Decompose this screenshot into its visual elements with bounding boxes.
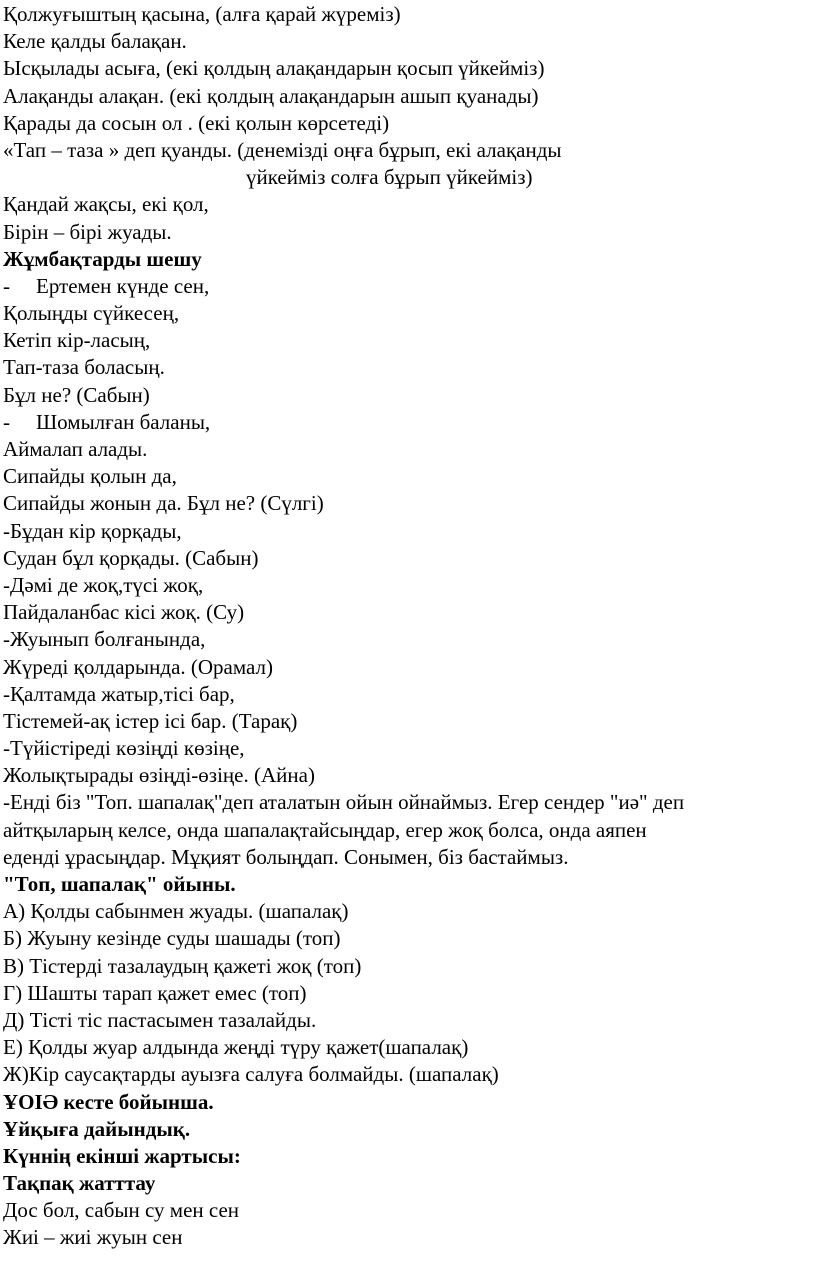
game-item: Д) Тісті тіс пастасымен тазалайды.	[3, 1007, 317, 1032]
game-intro-line: -Енді біз "Топ. шапалақ"деп аталатын ойын ойнаймыз. Егер сендер "иә" деп	[3, 790, 685, 815]
text-line: Қандай жақсы, екі қол,	[3, 192, 209, 217]
riddle-line: Қолыңды сүйкесең,	[3, 301, 180, 326]
section-heading-riddles: Жұмбақтарды шешу	[3, 246, 202, 271]
text-line: Келе қалды балақан.	[3, 29, 187, 54]
section-heading-afternoon: Күннің екінші жартысы:	[3, 1143, 241, 1168]
poem-line: Жиі – жиі жуын сен	[3, 1225, 183, 1250]
dash-marker: -	[3, 409, 10, 434]
riddle-line: Аймалап алады.	[3, 437, 148, 461]
game-item: Б) Жуыну кезінде суды шашады (топ)	[3, 926, 341, 951]
riddle-line: -Жуынып болғанында,	[3, 627, 206, 652]
section-heading-poem: Тақпақ жатттау	[3, 1171, 156, 1196]
riddle-line: Тап-таза боласың.	[3, 355, 165, 380]
dash-marker: -	[3, 273, 10, 298]
text-line-continuation: үйкейміз солға бұрып үйкейміз)	[246, 165, 533, 190]
text-line: Қарады да сосын ол . (екі қолын көрсетеді)	[3, 110, 390, 135]
game-item: Г) Шашты тарап қажет емес (топ)	[3, 980, 307, 1005]
riddle-line: -Түйістіреді көзіңді көзіңе,	[3, 736, 245, 761]
riddle-line: -Дәмі де жоқ,түсі жоқ,	[3, 572, 204, 597]
riddle-line: Бұл не? (Сабын)	[3, 382, 150, 407]
poem-line: Дос бол, сабын су мен сен	[3, 1198, 240, 1223]
riddle-line: Пайдаланбас кісі жоқ. (Су)	[3, 600, 245, 625]
game-item: Ж)Кір саусақтарды ауызға салуға болмайды. (шапалақ)	[3, 1062, 499, 1087]
riddle-line: Судан бұл қорқады. (Сабын)	[3, 545, 259, 570]
riddle-line: Ертемен күнде сен,	[36, 273, 210, 298]
riddle-line: Сипайды жонын да. Бұл не? (Сүлгі)	[3, 491, 324, 516]
game-item: В) Тістерді тазалаудың қажеті жоқ (топ)	[3, 953, 362, 978]
riddle-line: Шомылған баланы,	[36, 409, 211, 434]
section-heading-schedule: ҰОІӘ кесте бойынша.	[3, 1089, 214, 1114]
text-line: Ысқылады асыға, (екі қолдың алақандарын қосып үйкейміз)	[3, 56, 545, 81]
text-line: Алақанды алақан. (екі қолдың алақандарын ашып қуанады)	[3, 83, 539, 108]
riddle-line: Тістемей-ақ істер ісі бар. (Тарақ)	[3, 708, 298, 733]
game-intro-line: еденді ұрасыңдар. Мұқият болыңдап. Сонымен, біз бастаймыз.	[3, 844, 569, 869]
game-item: Е) Қолды жуар алдында жеңді түру қажет(шапалақ)	[3, 1035, 469, 1060]
game-item: А) Қолды сабынмен жуады. (шапалақ)	[3, 899, 349, 924]
section-heading-game: "Топ, шапалақ" ойыны.	[3, 872, 236, 896]
game-intro-line: айтқыларың келсе, онда шапалақтайсыңдар, егер жоқ болса, онда аяпен	[3, 817, 647, 842]
riddle-item	[3, 409, 816, 436]
riddle-line: Жүреді қолдарында. (Орамал)	[3, 654, 273, 679]
riddle-line: -Қалтамда жатыр,тісі бар,	[3, 681, 235, 706]
riddle-line: -Бұдан кір қорқады,	[3, 518, 182, 543]
section-heading-sleep: Ұйқыға дайындық.	[3, 1116, 191, 1141]
riddle-line: Жолықтырады өзіңді-өзіңе. (Айна)	[3, 763, 315, 788]
riddle-item	[3, 273, 816, 300]
text-line: Бірін – бірі жуады.	[3, 219, 172, 244]
riddle-line: Кетіп кір-ласың,	[3, 328, 151, 353]
text-line: «Тап – таза » деп қуанды. (денемізді оңға бұрып, екі алақанды	[3, 137, 562, 162]
text-line: Қолжуғыштың қасына, (алға қарай жүреміз)	[3, 2, 401, 26]
riddle-line: Сипайды қолын да,	[3, 464, 177, 489]
